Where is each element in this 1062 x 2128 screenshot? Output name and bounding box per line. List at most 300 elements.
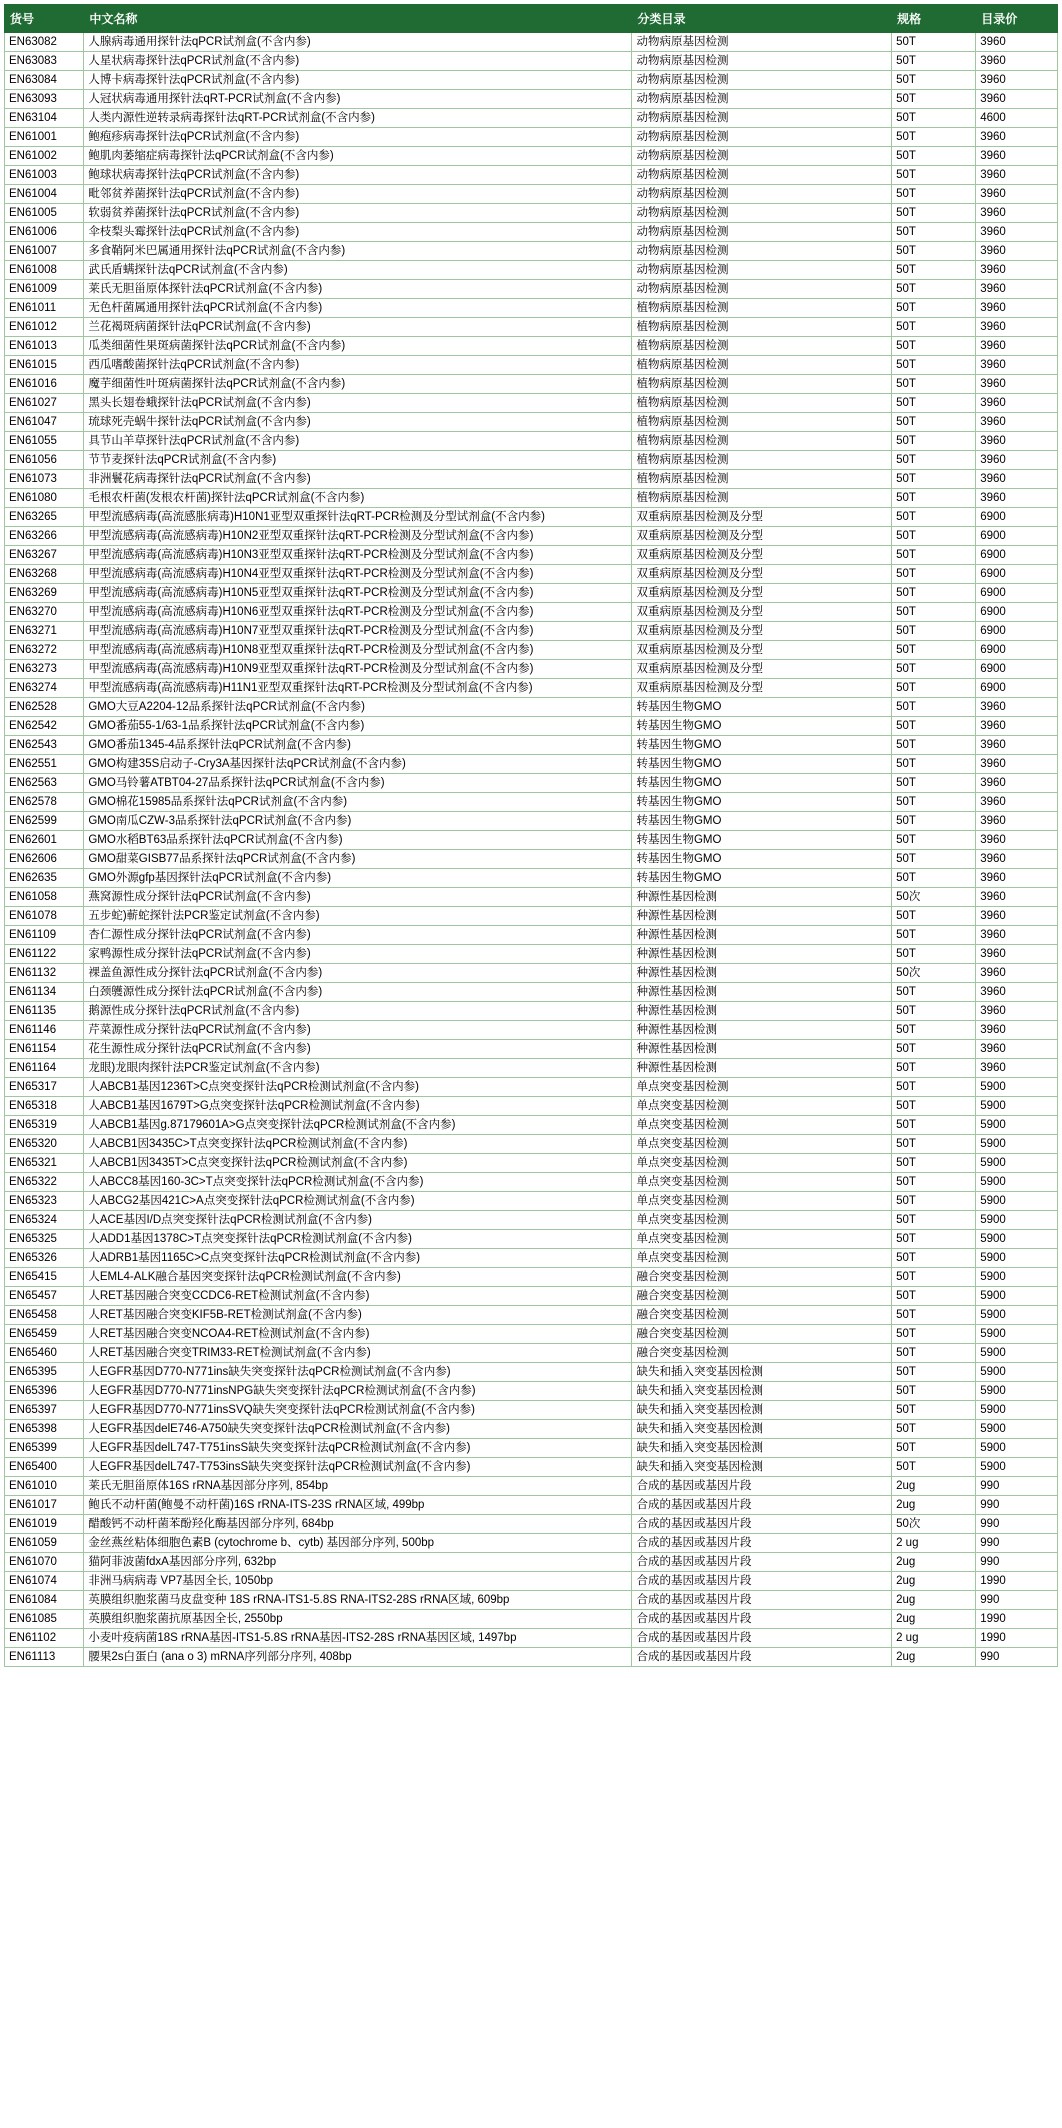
- cell-code: EN62563: [5, 774, 84, 793]
- table-row: [5, 1173, 1058, 1192]
- cell-category: 转基因生物GMO: [632, 850, 892, 869]
- cell-price: 5900: [976, 1173, 1058, 1192]
- cell-price: 3960: [976, 983, 1058, 1002]
- cell-name: 人EGFR基因delE746-A750缺失突变探针法qPCR检测试剂盒(不含内参): [84, 1420, 632, 1439]
- cell-price: 3960: [976, 736, 1058, 755]
- cell-category: 双重病原基因检测及分型: [632, 622, 892, 641]
- table-row: [5, 1059, 1058, 1078]
- cell-spec: 50T: [892, 432, 976, 451]
- cell-price: 6900: [976, 546, 1058, 565]
- cell-spec: 50T: [892, 603, 976, 622]
- cell-name: 甲型流感病毒(高流感病毒)H10N6亚型双重探针法qRT-PCR检测及分型试剂盒(不含内参): [84, 603, 632, 622]
- cell-category: 转基因生物GMO: [632, 831, 892, 850]
- cell-name: 猫阿菲波菌fdxA基因部分序列, 632bp: [84, 1553, 632, 1572]
- cell-name: 甲型流感病毒(高流感病毒)H10N7亚型双重探针法qRT-PCR检测及分型试剂盒(不含内参): [84, 622, 632, 641]
- cell-code: EN61085: [5, 1610, 84, 1629]
- cell-name: 武氏盾螨探针法qPCR试剂盒(不含内参): [84, 261, 632, 280]
- cell-category: 双重病原基因检测及分型: [632, 603, 892, 622]
- cell-category: 融合突变基因检测: [632, 1325, 892, 1344]
- cell-spec: 50T: [892, 147, 976, 166]
- cell-price: 5900: [976, 1154, 1058, 1173]
- table-row: [5, 1363, 1058, 1382]
- cell-category: 合成的基因或基因片段: [632, 1591, 892, 1610]
- cell-category: 种源性基因检测: [632, 983, 892, 1002]
- cell-name: 兰花褐斑病菌探针法qPCR试剂盒(不含内参): [84, 318, 632, 337]
- table-row: [5, 1192, 1058, 1211]
- cell-category: 种源性基因检测: [632, 907, 892, 926]
- cell-category: 种源性基因检测: [632, 1040, 892, 1059]
- cell-spec: 50T: [892, 869, 976, 888]
- cell-name: 人EML4-ALK融合基因突变探针法qPCR检测试剂盒(不含内参): [84, 1268, 632, 1287]
- cell-price: 990: [976, 1591, 1058, 1610]
- cell-code: EN61001: [5, 128, 84, 147]
- cell-spec: 50T: [892, 375, 976, 394]
- cell-name: 人RET基因融合突变KIF5B-RET检测试剂盒(不含内参): [84, 1306, 632, 1325]
- column-header-category: 分类目录: [632, 5, 892, 33]
- cell-category: 动物病原基因检测: [632, 280, 892, 299]
- cell-name: 人EGFR基因D770-N771insNPG缺失突变探针法qPCR检测试剂盒(不含内参): [84, 1382, 632, 1401]
- cell-spec: 50T: [892, 1287, 976, 1306]
- cell-code: EN65400: [5, 1458, 84, 1477]
- cell-code: EN61102: [5, 1629, 84, 1648]
- cell-spec: 50T: [892, 508, 976, 527]
- cell-spec: 50T: [892, 546, 976, 565]
- cell-price: 990: [976, 1477, 1058, 1496]
- cell-spec: 50T: [892, 926, 976, 945]
- cell-spec: 50T: [892, 698, 976, 717]
- cell-spec: 50T: [892, 90, 976, 109]
- cell-spec: 50T: [892, 470, 976, 489]
- cell-code: EN61109: [5, 926, 84, 945]
- table-row: [5, 1211, 1058, 1230]
- cell-category: 转基因生物GMO: [632, 812, 892, 831]
- product-catalog-table: [4, 4, 1058, 1667]
- cell-spec: 50T: [892, 1116, 976, 1135]
- cell-spec: 50T: [892, 1059, 976, 1078]
- cell-price: 3960: [976, 869, 1058, 888]
- cell-code: EN61073: [5, 470, 84, 489]
- cell-code: EN61004: [5, 185, 84, 204]
- cell-category: 单点突变基因检测: [632, 1097, 892, 1116]
- cell-code: EN65319: [5, 1116, 84, 1135]
- cell-name: 节节麦探针法qPCR试剂盒(不含内参): [84, 451, 632, 470]
- cell-spec: 50T: [892, 736, 976, 755]
- table-row: [5, 1648, 1058, 1667]
- cell-price: 990: [976, 1496, 1058, 1515]
- cell-name: 毗邻贫养菌探针法qPCR试剂盒(不含内参): [84, 185, 632, 204]
- column-header-code: 货号: [5, 5, 84, 33]
- cell-price: 3960: [976, 394, 1058, 413]
- cell-name: 五步蛇)蕲蛇探针法PCR鉴定试剂盒(不含内参): [84, 907, 632, 926]
- cell-spec: 50T: [892, 1306, 976, 1325]
- cell-code: EN61005: [5, 204, 84, 223]
- cell-name: 鲍疱疹病毒探针法qPCR试剂盒(不含内参): [84, 128, 632, 147]
- cell-price: 6900: [976, 622, 1058, 641]
- table-row: [5, 698, 1058, 717]
- cell-price: 6900: [976, 603, 1058, 622]
- table-row: [5, 1268, 1058, 1287]
- cell-code: EN61084: [5, 1591, 84, 1610]
- cell-name: 人EGFR基因delL747-T753insS缺失突变探针法qPCR检测试剂盒(不含内参): [84, 1458, 632, 1477]
- table-row: [5, 1097, 1058, 1116]
- cell-spec: 50T: [892, 52, 976, 71]
- cell-category: 转基因生物GMO: [632, 717, 892, 736]
- cell-category: 合成的基因或基因片段: [632, 1553, 892, 1572]
- cell-name: 魔芋细菌性叶斑病菌探针法qPCR试剂盒(不含内参): [84, 375, 632, 394]
- table-row: [5, 888, 1058, 907]
- cell-price: 3960: [976, 945, 1058, 964]
- cell-price: 3960: [976, 755, 1058, 774]
- cell-price: 3960: [976, 698, 1058, 717]
- cell-spec: 50T: [892, 413, 976, 432]
- cell-price: 6900: [976, 508, 1058, 527]
- cell-name: 人RET基因融合突变TRIM33-RET检测试剂盒(不含内参): [84, 1344, 632, 1363]
- cell-category: 种源性基因检测: [632, 945, 892, 964]
- cell-code: EN65326: [5, 1249, 84, 1268]
- cell-price: 6900: [976, 565, 1058, 584]
- cell-name: 人ABCB1基因g.87179601A>G点突变探针法qPCR检测试剂盒(不含内参): [84, 1116, 632, 1135]
- table-row: [5, 565, 1058, 584]
- cell-spec: 2ug: [892, 1572, 976, 1591]
- cell-code: EN62542: [5, 717, 84, 736]
- cell-spec: 2ug: [892, 1610, 976, 1629]
- cell-price: 3960: [976, 166, 1058, 185]
- cell-name: 人类内源性逆转录病毒探针法qRT-PCR试剂盒(不含内参): [84, 109, 632, 128]
- cell-name: 腰果2s白蛋白 (ana o 3) mRNA序列部分序列, 408bp: [84, 1648, 632, 1667]
- cell-price: 3960: [976, 831, 1058, 850]
- cell-category: 双重病原基因检测及分型: [632, 660, 892, 679]
- cell-spec: 50T: [892, 812, 976, 831]
- table-row: [5, 394, 1058, 413]
- cell-price: 3960: [976, 71, 1058, 90]
- cell-spec: 50T: [892, 793, 976, 812]
- cell-price: 3960: [976, 793, 1058, 812]
- cell-name: 人ABCB1基因1236T>C点突变探针法qPCR检测试剂盒(不含内参): [84, 1078, 632, 1097]
- cell-code: EN61132: [5, 964, 84, 983]
- cell-spec: 50次: [892, 1515, 976, 1534]
- cell-spec: 50T: [892, 1268, 976, 1287]
- table-header: [5, 5, 1058, 33]
- cell-category: 动物病原基因检测: [632, 261, 892, 280]
- cell-name: GMO马铃薯ATBT04-27品系探针法qPCR试剂盒(不含内参): [84, 774, 632, 793]
- cell-spec: 50T: [892, 204, 976, 223]
- cell-spec: 50次: [892, 888, 976, 907]
- cell-spec: 50T: [892, 451, 976, 470]
- cell-code: EN63093: [5, 90, 84, 109]
- table-row: [5, 413, 1058, 432]
- cell-name: 裸盖鱼源性成分探针法qPCR试剂盒(不含内参): [84, 964, 632, 983]
- cell-spec: 50T: [892, 850, 976, 869]
- cell-name: 鲍肌肉萎缩症病毒探针法qPCR试剂盒(不含内参): [84, 147, 632, 166]
- cell-spec: 50次: [892, 964, 976, 983]
- cell-spec: 50T: [892, 679, 976, 698]
- cell-price: 5900: [976, 1116, 1058, 1135]
- cell-code: EN65323: [5, 1192, 84, 1211]
- cell-spec: 50T: [892, 755, 976, 774]
- table-row: [5, 527, 1058, 546]
- table-row: [5, 451, 1058, 470]
- cell-category: 动物病原基因检测: [632, 109, 892, 128]
- cell-name: 龙眼)龙眼肉探针法PCR鉴定试剂盒(不含内参): [84, 1059, 632, 1078]
- cell-code: EN65399: [5, 1439, 84, 1458]
- cell-code: EN61058: [5, 888, 84, 907]
- cell-name: 甲型流感病毒(高流感病毒)H10N3亚型双重探针法qRT-PCR检测及分型试剂盒(不含内参): [84, 546, 632, 565]
- cell-price: 3960: [976, 356, 1058, 375]
- cell-name: 人ABCB1基因1679T>G点突变探针法qPCR检测试剂盒(不含内参): [84, 1097, 632, 1116]
- table-row: [5, 508, 1058, 527]
- cell-category: 融合突变基因检测: [632, 1344, 892, 1363]
- table-row: [5, 679, 1058, 698]
- cell-price: 3960: [976, 185, 1058, 204]
- cell-price: 3960: [976, 888, 1058, 907]
- table-row: [5, 261, 1058, 280]
- cell-name: 人ABCG2基因421C>A点突变探针法qPCR检测试剂盒(不含内参): [84, 1192, 632, 1211]
- cell-code: EN61008: [5, 261, 84, 280]
- cell-name: 人星状病毒探针法qPCR试剂盒(不含内参): [84, 52, 632, 71]
- cell-code: EN65395: [5, 1363, 84, 1382]
- cell-spec: 50T: [892, 242, 976, 261]
- table-row: [5, 1135, 1058, 1154]
- cell-spec: 50T: [892, 622, 976, 641]
- cell-category: 转基因生物GMO: [632, 869, 892, 888]
- cell-spec: 50T: [892, 1420, 976, 1439]
- cell-category: 植物病原基因检测: [632, 413, 892, 432]
- cell-spec: 50T: [892, 185, 976, 204]
- cell-spec: 50T: [892, 1344, 976, 1363]
- cell-code: EN65321: [5, 1154, 84, 1173]
- cell-price: 5900: [976, 1211, 1058, 1230]
- table-row: [5, 907, 1058, 926]
- cell-name: 英膜组织胞浆菌马皮盘变种 18S rRNA-ITS1-5.8S RNA-ITS2-28S rRNA区域, 609bp: [84, 1591, 632, 1610]
- cell-category: 合成的基因或基因片段: [632, 1477, 892, 1496]
- cell-price: 3960: [976, 850, 1058, 869]
- table-row: [5, 1401, 1058, 1420]
- table-row: [5, 1629, 1058, 1648]
- cell-code: EN62635: [5, 869, 84, 888]
- table-row: [5, 945, 1058, 964]
- cell-code: EN63272: [5, 641, 84, 660]
- cell-category: 双重病原基因检测及分型: [632, 565, 892, 584]
- cell-price: 1990: [976, 1610, 1058, 1629]
- cell-name: 杏仁源性成分探针法qPCR试剂盒(不含内参): [84, 926, 632, 945]
- table-row: [5, 1287, 1058, 1306]
- cell-name: GMO番茄1345-4品系探针法qPCR试剂盒(不含内参): [84, 736, 632, 755]
- cell-category: 动物病原基因检测: [632, 52, 892, 71]
- cell-spec: 50T: [892, 166, 976, 185]
- table-row: [5, 1306, 1058, 1325]
- cell-code: EN61113: [5, 1648, 84, 1667]
- cell-name: 人ADD1基因1378C>T点突变探针法qPCR检测试剂盒(不含内参): [84, 1230, 632, 1249]
- cell-spec: 50T: [892, 565, 976, 584]
- cell-code: EN61012: [5, 318, 84, 337]
- cell-spec: 50T: [892, 1097, 976, 1116]
- table-row: [5, 793, 1058, 812]
- cell-price: 3960: [976, 318, 1058, 337]
- cell-code: EN65318: [5, 1097, 84, 1116]
- cell-price: 5900: [976, 1097, 1058, 1116]
- cell-name: 醋酸钙不动杆菌苯酚羟化酶基因部分序列, 684bp: [84, 1515, 632, 1534]
- table-row: [5, 1154, 1058, 1173]
- cell-name: 甲型流感病毒(高流感胀病毒)H10N1亚型双重探针法qRT-PCR检测及分型试剂盒(不含内参): [84, 508, 632, 527]
- cell-spec: 50T: [892, 71, 976, 90]
- table-row: [5, 1325, 1058, 1344]
- cell-name: GMO棉花15985品系探针法qPCR试剂盒(不含内参): [84, 793, 632, 812]
- cell-category: 融合突变基因检测: [632, 1306, 892, 1325]
- cell-code: EN61078: [5, 907, 84, 926]
- cell-code: EN62601: [5, 831, 84, 850]
- cell-category: 双重病原基因检测及分型: [632, 527, 892, 546]
- cell-name: 花生源性成分探针法qPCR试剂盒(不含内参): [84, 1040, 632, 1059]
- cell-price: 5900: [976, 1420, 1058, 1439]
- cell-category: 动物病原基因检测: [632, 242, 892, 261]
- cell-name: 人ABCC8基因160-3C>T点突变探针法qPCR检测试剂盒(不含内参): [84, 1173, 632, 1192]
- table-row: [5, 166, 1058, 185]
- cell-price: 3960: [976, 470, 1058, 489]
- cell-category: 动物病原基因检测: [632, 33, 892, 52]
- cell-category: 单点突变基因检测: [632, 1154, 892, 1173]
- cell-category: 动物病原基因检测: [632, 185, 892, 204]
- cell-spec: 2ug: [892, 1477, 976, 1496]
- cell-category: 种源性基因检测: [632, 1021, 892, 1040]
- table-row: [5, 983, 1058, 1002]
- table-header-row: [5, 5, 1058, 33]
- cell-price: 5900: [976, 1363, 1058, 1382]
- cell-price: 3960: [976, 147, 1058, 166]
- cell-category: 单点突变基因检测: [632, 1192, 892, 1211]
- cell-spec: 50T: [892, 584, 976, 603]
- cell-code: EN63268: [5, 565, 84, 584]
- cell-code: EN61002: [5, 147, 84, 166]
- table-row: [5, 90, 1058, 109]
- cell-name: 小麦叶疫病菌18S rRNA基因-ITS1-5.8S rRNA基因-ITS2-28S rRNA基因区域, 1497bp: [84, 1629, 632, 1648]
- cell-name: 软弱贫养菌探针法qPCR试剂盒(不含内参): [84, 204, 632, 223]
- table-row: [5, 128, 1058, 147]
- cell-spec: 50T: [892, 1401, 976, 1420]
- cell-price: 3960: [976, 337, 1058, 356]
- cell-price: 3960: [976, 413, 1058, 432]
- cell-code: EN63274: [5, 679, 84, 698]
- table-row: [5, 1249, 1058, 1268]
- table-row: [5, 223, 1058, 242]
- cell-name: 琉球死壳蜗牛探针法qPCR试剂盒(不含内参): [84, 413, 632, 432]
- cell-name: 甲型流感病毒(高流感病毒)H11N1亚型双重探针法qRT-PCR检测及分型试剂盒(不含内参): [84, 679, 632, 698]
- cell-price: 6900: [976, 660, 1058, 679]
- cell-price: 3960: [976, 812, 1058, 831]
- cell-price: 3960: [976, 1021, 1058, 1040]
- table-row: [5, 1553, 1058, 1572]
- cell-code: EN61007: [5, 242, 84, 261]
- cell-name: 人EGFR基因D770-N771insSVQ缺失突变探针法qPCR检测试剂盒(不含内参): [84, 1401, 632, 1420]
- cell-price: 3960: [976, 242, 1058, 261]
- cell-category: 植物病原基因检测: [632, 432, 892, 451]
- cell-price: 4600: [976, 109, 1058, 128]
- cell-code: EN65324: [5, 1211, 84, 1230]
- table-row: [5, 736, 1058, 755]
- cell-name: 毛根农杆菌(发根农杆菌)探针法qPCR试剂盒(不含内参): [84, 489, 632, 508]
- cell-spec: 50T: [892, 717, 976, 736]
- cell-code: EN63084: [5, 71, 84, 90]
- cell-category: 动物病原基因检测: [632, 204, 892, 223]
- table-row: [5, 1382, 1058, 1401]
- cell-category: 动物病原基因检测: [632, 166, 892, 185]
- cell-category: 合成的基因或基因片段: [632, 1515, 892, 1534]
- table-row: [5, 147, 1058, 166]
- table-row: [5, 603, 1058, 622]
- column-header-name: 中文名称: [84, 5, 632, 33]
- table-row: [5, 831, 1058, 850]
- cell-spec: 50T: [892, 1021, 976, 1040]
- cell-code: EN63270: [5, 603, 84, 622]
- cell-spec: 50T: [892, 907, 976, 926]
- cell-name: GMO外源gfp基因探针法qPCR试剂盒(不含内参): [84, 869, 632, 888]
- table-row: [5, 185, 1058, 204]
- cell-category: 缺失和插入突变基因检测: [632, 1458, 892, 1477]
- table-row: [5, 109, 1058, 128]
- cell-price: 5900: [976, 1325, 1058, 1344]
- cell-spec: 2ug: [892, 1591, 976, 1610]
- cell-spec: 50T: [892, 1154, 976, 1173]
- cell-spec: 50T: [892, 318, 976, 337]
- cell-price: 3960: [976, 432, 1058, 451]
- cell-spec: 50T: [892, 1040, 976, 1059]
- cell-code: EN65415: [5, 1268, 84, 1287]
- cell-spec: 50T: [892, 1363, 976, 1382]
- table-row: [5, 546, 1058, 565]
- cell-name: GMO甜菜GISB77品系探针法qPCR试剂盒(不含内参): [84, 850, 632, 869]
- table-row: [5, 1344, 1058, 1363]
- cell-category: 双重病原基因检测及分型: [632, 641, 892, 660]
- cell-code: EN61146: [5, 1021, 84, 1040]
- cell-price: 3960: [976, 204, 1058, 223]
- cell-price: 3960: [976, 128, 1058, 147]
- table-row: [5, 964, 1058, 983]
- table-row: [5, 71, 1058, 90]
- cell-price: 3960: [976, 375, 1058, 394]
- table-row: [5, 1515, 1058, 1534]
- cell-code: EN61027: [5, 394, 84, 413]
- cell-spec: 50T: [892, 1249, 976, 1268]
- cell-price: 3960: [976, 261, 1058, 280]
- cell-price: 3960: [976, 33, 1058, 52]
- cell-name: 人ABCB1因3435C>T点突变探针法qPCR检测试剂盒(不含内参): [84, 1135, 632, 1154]
- table-row: [5, 717, 1058, 736]
- cell-spec: 50T: [892, 641, 976, 660]
- cell-price: 6900: [976, 679, 1058, 698]
- cell-price: 5900: [976, 1458, 1058, 1477]
- cell-name: GMO大豆A2204-12品系探针法qPCR试剂盒(不含内参): [84, 698, 632, 717]
- cell-code: EN61122: [5, 945, 84, 964]
- cell-code: EN65460: [5, 1344, 84, 1363]
- cell-category: 动物病原基因检测: [632, 147, 892, 166]
- cell-spec: 50T: [892, 527, 976, 546]
- cell-category: 植物病原基因检测: [632, 356, 892, 375]
- cell-price: 5900: [976, 1439, 1058, 1458]
- cell-code: EN61134: [5, 983, 84, 1002]
- cell-spec: 2ug: [892, 1553, 976, 1572]
- cell-name: 黑头长翅卷蛾探针法qPCR试剂盒(不含内参): [84, 394, 632, 413]
- cell-category: 合成的基因或基因片段: [632, 1610, 892, 1629]
- cell-name: 莱氏无胆甾原体16S rRNA基因部分序列, 854bp: [84, 1477, 632, 1496]
- cell-spec: 50T: [892, 1135, 976, 1154]
- table-row: [5, 33, 1058, 52]
- cell-category: 转基因生物GMO: [632, 755, 892, 774]
- cell-category: 动物病原基因检测: [632, 90, 892, 109]
- cell-category: 植物病原基因检测: [632, 489, 892, 508]
- cell-price: 5900: [976, 1306, 1058, 1325]
- cell-code: EN61070: [5, 1553, 84, 1572]
- cell-name: 人腺病毒通用探针法qPCR试剂盒(不含内参): [84, 33, 632, 52]
- cell-price: 990: [976, 1515, 1058, 1534]
